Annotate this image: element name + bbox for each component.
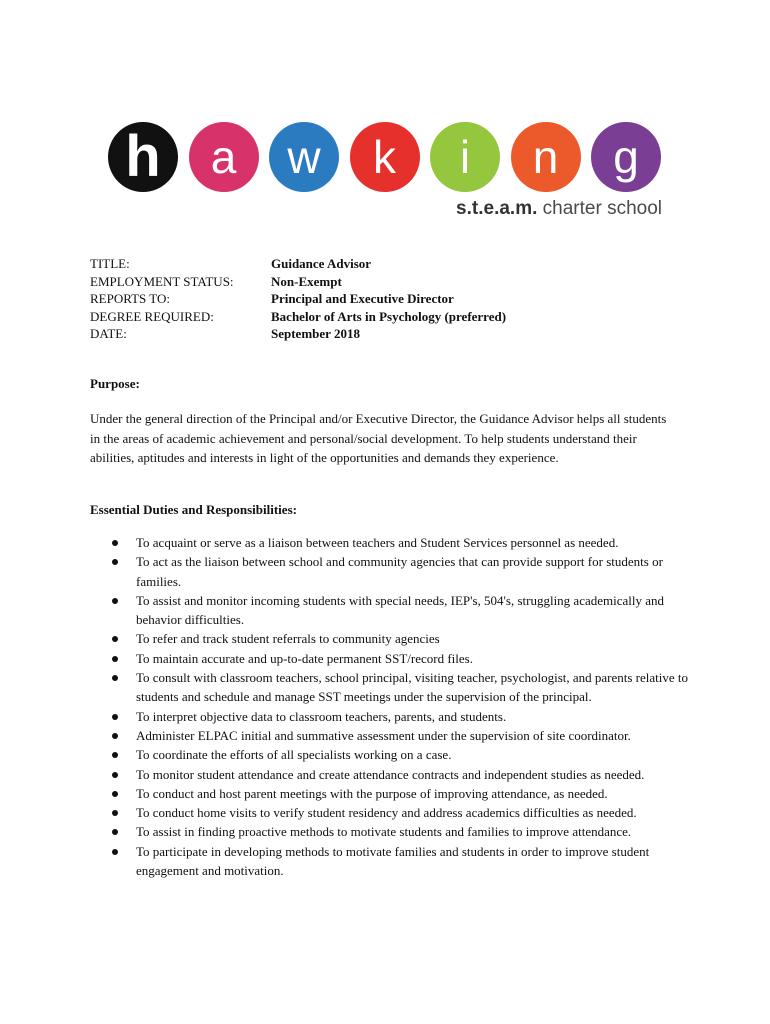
bullet-icon [112,752,118,758]
list-item [90,822,690,841]
duty-text: To conduct and host parent meetings with the purpose of improving attendance, as needed. [136,785,608,801]
logo-tagline-rest: charter school [537,198,662,219]
purpose-heading: Purpose: [90,376,140,391]
logo-letter-n: n [511,122,581,192]
list-item [90,668,690,707]
bullet-icon [112,810,118,816]
duty-text: To assist and monitor incoming students with special needs, IEP's, 504's, struggling academically and behavior difficulties. [136,592,665,628]
bullet-icon [112,675,118,681]
duty-text: To assist in finding proactive methods to motivate students and families to improve attendance. [136,824,632,840]
field-value: September 2018 [271,326,360,341]
duty-text: To participate in developing methods to motivate families and students in order to improve student engagement and motivation. [136,843,650,879]
bullet-icon [112,540,118,546]
list-item [90,533,690,552]
bullet-icon [112,656,118,662]
logo-letter-g: g [591,122,661,192]
hawking-logo [108,122,668,222]
bullet-icon [112,714,118,720]
field-label: EMPLOYMENT STATUS: [90,273,234,289]
logo-circles [108,122,668,194]
logo-letter-i: i [430,122,500,192]
logo-tagline [456,198,662,220]
duty-text: To maintain accurate and up-to-date permanent SST/record files. [136,650,473,666]
bullet-icon [112,733,118,739]
logo-letter-k: k [350,122,420,192]
logo-letter-h: h [108,122,178,192]
duty-text: To interpret objective data to classroom teachers, parents, and students. [136,708,507,724]
list-item [90,649,690,668]
duty-text: To refer and track student referrals to community agencies [136,631,440,647]
logo-letter-w: w [269,122,339,192]
field-label: REPORTS TO: [90,291,171,306]
field-row [90,273,690,291]
duties-heading: Essential Duties and Responsibilities: [90,502,297,517]
duty-text: To monitor student attendance and create attendance contracts and independent studies as needed. [136,766,645,782]
list-item [90,591,690,630]
bullet-icon [112,791,118,797]
duty-text: To conduct home visits to verify student residency and address academics difficulties as needed. [136,805,637,821]
list-item [90,552,690,591]
field-label: DEGREE REQUIRED: [90,308,214,324]
bullet-icon [112,636,118,642]
list-item [90,707,690,726]
list-item [90,745,690,764]
field-label: TITLE: [90,256,130,271]
duties-list [90,533,690,880]
field-row [90,290,690,308]
bullet-icon [112,772,118,778]
purpose-text: Under the general direction of the Principal and/or Executive Director, the Guidance Advisor helps all students in the areas of academic achievement and personal/social development. To help students understand their abilities, aptitudes and interests in light of the opportunities and demands they experience. [90,411,667,465]
duty-text: To consult with classroom teachers, school principal, visiting teacher, psychologist, and parents relative to students and schedule and manage SST meetings under the supervision of the principal. [136,670,689,705]
job-header-fields [90,255,690,343]
field-label: DATE: [90,326,127,341]
bullet-icon [112,559,118,565]
list-item [90,803,690,822]
field-value: Bachelor of Arts in Psychology (preferred) [271,308,507,324]
field-row [90,255,690,273]
list-item [90,629,690,648]
field-value: Non-Exempt [271,273,342,289]
list-item [90,784,690,803]
duty-text: Administer ELPAC initial and summative assessment under the supervision of site coordinator. [136,727,631,743]
bullet-icon [112,829,118,835]
field-value: Guidance Advisor [271,256,372,271]
field-row [90,325,690,343]
field-value: Principal and Executive Director [271,291,454,306]
bullet-icon [112,849,118,855]
logo-letter-a: a [189,122,259,192]
field-row [90,308,690,326]
duty-text: To coordinate the efforts of all specialists working on a case. [136,747,452,763]
list-item [90,726,690,745]
logo-tagline-bold: s.t.e.a.m. [456,198,538,219]
bullet-icon [112,598,118,604]
duty-text: To act as the liaison between school and community agencies that can provide support for students or families. [136,554,663,589]
list-item [90,842,690,881]
duty-text: To acquaint or serve as a liaison between teachers and Student Services personnel as needed. [136,535,619,550]
list-item [90,765,690,784]
